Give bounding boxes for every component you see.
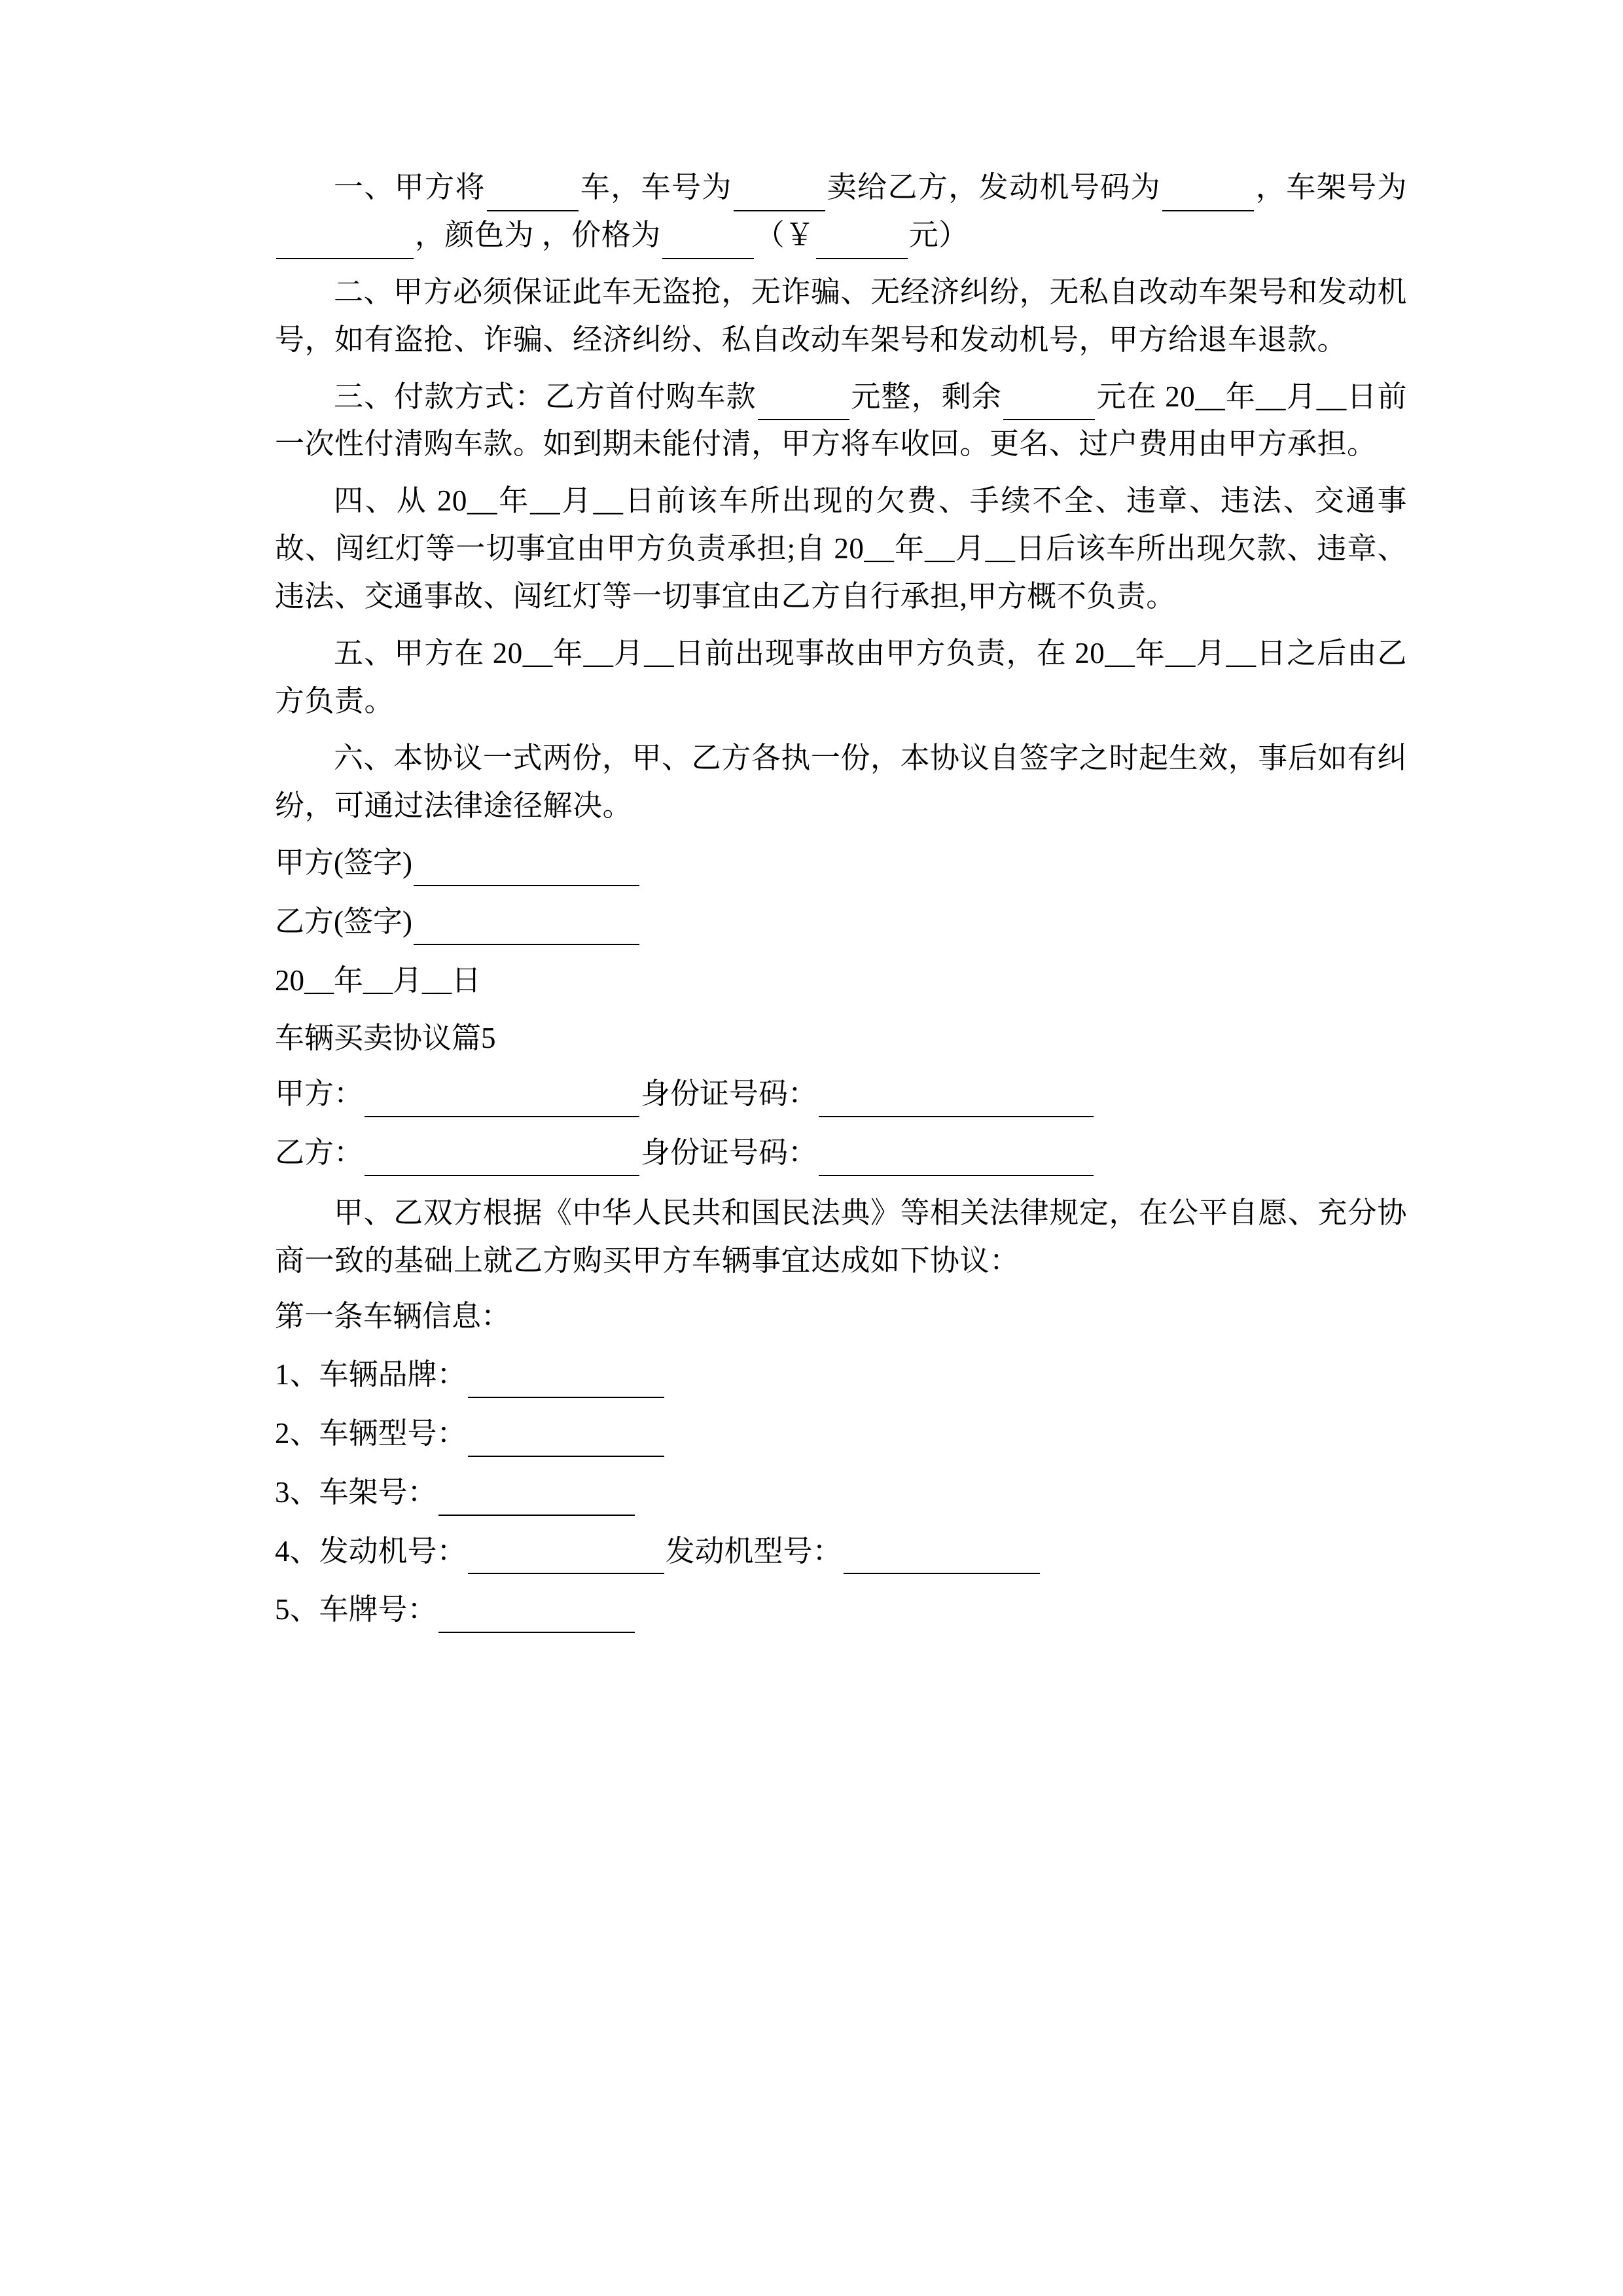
text-run: 元整，剩余 — [850, 380, 1002, 413]
fill-in-blank[interactable] — [487, 181, 579, 211]
fill-in-blank[interactable] — [758, 390, 849, 420]
text-run: 乙方(签字) — [275, 905, 412, 938]
text-run: 20__年__月__日 — [275, 963, 482, 997]
clause-2 — [275, 268, 1407, 364]
party-b-row — [275, 1130, 1407, 1176]
clause-5 — [275, 630, 1407, 725]
fill-in-blank[interactable] — [438, 1603, 635, 1633]
fill-in-blank[interactable] — [468, 1368, 664, 1398]
text-run: 2、车辆型号： — [275, 1417, 467, 1450]
text-run: 甲方： — [275, 1077, 364, 1111]
text-run: 身份证号码： — [641, 1136, 818, 1170]
fill-in-blank[interactable] — [276, 229, 414, 259]
signature-party-b — [275, 898, 1407, 945]
clauses-block — [275, 164, 1407, 830]
fill-in-blank[interactable] — [365, 1146, 639, 1176]
text-run: ，颜色为 ，价格为 — [415, 218, 661, 251]
fill-in-blank[interactable] — [844, 1544, 1040, 1574]
fill-in-blank[interactable] — [414, 856, 639, 886]
signature-date — [275, 957, 1407, 1004]
article-one-title: 第一条车辆信息： — [275, 1299, 511, 1333]
signatures-block — [275, 839, 1407, 1004]
text-run: 元） — [908, 218, 969, 251]
vehicle-brand — [275, 1352, 1407, 1398]
text-run: 3、车架号： — [275, 1475, 437, 1509]
clause-3 — [275, 373, 1407, 469]
section-title: 车辆买卖协议篇5 — [275, 1021, 496, 1054]
vehicle-vin — [275, 1470, 1407, 1516]
fill-in-blank[interactable] — [816, 229, 908, 259]
parties-block — [275, 1071, 1407, 1176]
fill-in-blank[interactable] — [734, 181, 825, 211]
fill-in-blank[interactable] — [468, 1544, 664, 1574]
text-run: 二、甲方必须保证此车无盗抢，无诈骗、无经济纠纷，无私自改动车架号和发动机号，如有盗抢、诈骗、经济纠纷、私自改动车架号和发动机号，甲方给退车退款。 — [275, 275, 1407, 356]
text-run: 三、付款方式：乙方首付购车款 — [334, 380, 757, 413]
text-run: 车，车号为 — [579, 171, 732, 204]
text-run: （￥ — [755, 218, 815, 251]
fill-in-blank[interactable] — [438, 1486, 635, 1516]
text-run: 卖给乙方，发动机号码为 — [826, 171, 1162, 204]
text-run: 5、车牌号： — [275, 1593, 437, 1626]
text-run: 乙方： — [275, 1136, 364, 1170]
text-run: 身份证号码： — [641, 1077, 818, 1111]
fill-in-blank[interactable] — [1162, 181, 1254, 211]
text-run: 发动机型号： — [665, 1534, 842, 1568]
clause-6 — [275, 734, 1407, 830]
fill-in-blank[interactable] — [662, 229, 754, 259]
text-run: 六、本协议一式两份，甲、乙方各执一份，本协议自签字之时起生效，事后如有纠纷，可通过法律途径解决。 — [275, 741, 1407, 822]
text-run: 1、车辆品牌： — [275, 1358, 467, 1391]
signature-party-a — [275, 839, 1407, 886]
preamble-block — [275, 1189, 1407, 1285]
preamble-paragraph — [275, 1189, 1407, 1285]
text-run: ，车架号为 — [1255, 171, 1407, 204]
vehicle-plate — [275, 1587, 1407, 1633]
party-a-row — [275, 1071, 1407, 1117]
fill-in-blank[interactable] — [819, 1087, 1094, 1117]
fill-in-blank[interactable] — [414, 915, 639, 945]
vehicle-engine — [275, 1529, 1407, 1575]
vehicle-model — [275, 1411, 1407, 1457]
vehicle-items-block — [275, 1352, 1407, 1633]
fill-in-blank[interactable] — [819, 1146, 1094, 1176]
text-run: 甲、乙双方根据《中华人民共和国民法典》等相关法律规定，在公平自愿、充分协商一致的基础上就乙方购买甲方车辆事宜达成如下协议： — [275, 1196, 1407, 1277]
text-run: 一、甲方将 — [334, 171, 486, 204]
text-run: 4、发动机号： — [275, 1534, 467, 1568]
document-body — [275, 164, 1407, 1633]
fill-in-blank[interactable] — [365, 1087, 639, 1117]
fill-in-blank[interactable] — [468, 1427, 664, 1457]
clause-1 — [275, 164, 1407, 259]
fill-in-blank[interactable] — [1003, 390, 1095, 420]
text-run: 元在 20__年__月__日前一次性付清购车款。如到期未能付清，甲方将车收回。更名、过户费用由甲方承担。 — [275, 380, 1407, 461]
text-run: 四、从 20__年__月__日前该车所出现的欠费、手续不全、违章、违法、交通事故、闯红灯等一切事宜由甲方负责承担;自 20__年__月__日后该车所出现欠款、违章、违法、交通事故、闯红灯等一切事宜由乙方自行承担,甲方概不负责。 — [275, 484, 1407, 613]
text-run: 甲方(签字) — [275, 846, 412, 879]
clause-4 — [275, 477, 1407, 620]
text-run: 五、甲方在 20__年__月__日前出现事故由甲方负责，在 20__年__月__日之后由乙方负责。 — [275, 637, 1407, 717]
